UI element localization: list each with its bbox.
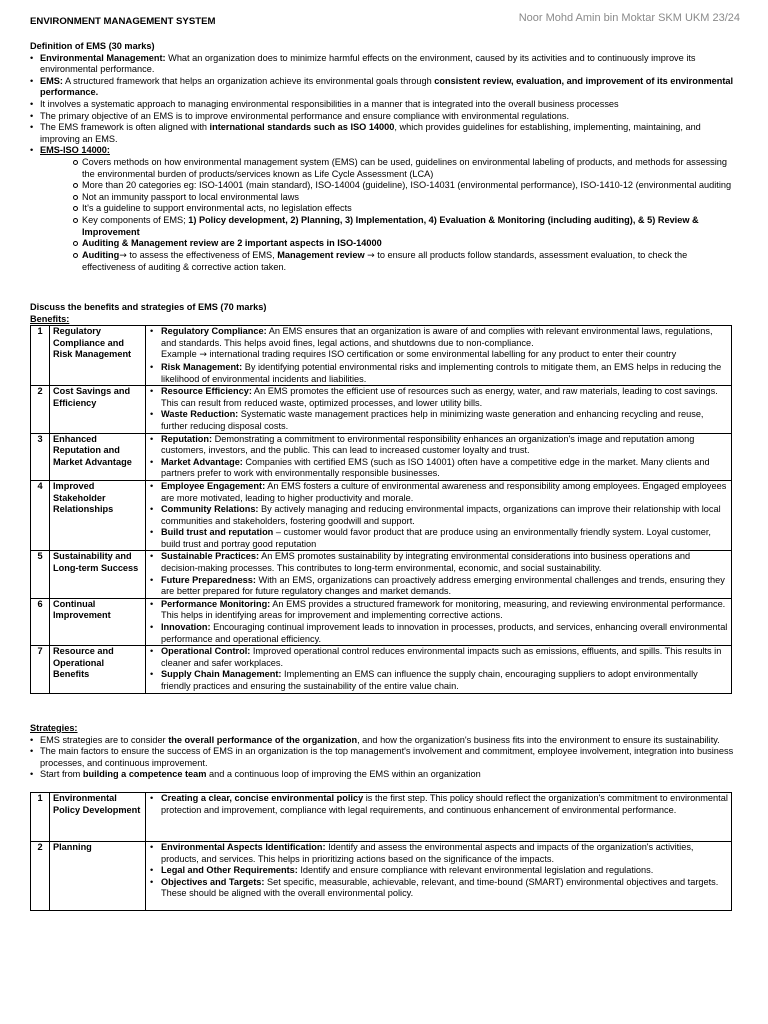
table-row (31, 386, 732, 433)
list-item: • Market Advantage: Companies with certified EMS (such as ISO 14001) often have a competitive edge in the market. Many clients and partners prefer to work with environmentally responsible businesses. (149, 457, 728, 480)
row-content (146, 386, 732, 433)
arrow-icon: → (367, 250, 375, 261)
list-item: • Regulatory Compliance: An EMS ensures that an organization is aware of and complies with relevant environmental laws, regulations, and standards. This helps avoid fines, legal actions, and shutdowns due to non-compliance. Example → international trading requires ISO certification or some environmental labelling for any product to enter their country (149, 326, 728, 362)
definition-section (30, 41, 740, 274)
row-number: 4 (31, 480, 50, 551)
list-item: • Community Relations: By actively managing and reducing environmental impacts, organizations can improve their relationship with local communities and stakeholders, fostering goodwill and support. (149, 504, 728, 527)
list-item: • Resource Efficiency: An EMS promotes the efficient use of resources such as energy, water, and raw materials, leading to cost savings. This can result from reduced waste, optimized processes, and lower utility bills. (149, 386, 728, 409)
row-number: 1 (31, 326, 50, 386)
definition-list (30, 53, 740, 274)
row-title: Continual Improvement (50, 598, 146, 645)
arrow-icon: → (199, 350, 207, 361)
iso-subitem: Key components of EMS; 1) Policy development, 2) Planning, 3) Implementation, 4) Evaluation & Monitoring (including auditing), & 5) Review & Improvement (72, 215, 740, 238)
row-title: Regulatory Compliance and Risk Management (50, 326, 146, 386)
list-item: • Legal and Other Requirements: Identify and ensure compliance with relevant environmental legislation and regulations. (149, 865, 728, 877)
list-item: • Employee Engagement: An EMS fosters a culture of environmental awareness and responsibility among employees. Engaged employees are more motivated, leading to higher productivity and morale. (149, 481, 728, 504)
row-content (146, 598, 732, 645)
row-title: Cost Savings and Efficiency (50, 386, 146, 433)
author-header: Noor Mohd Amin bin Moktar SKM UKM 23/24 (518, 12, 740, 24)
definition-item: • It involves a systematic approach to managing environmental responsibilities in a manner that is integrated into the overall business processes (30, 99, 740, 111)
list-item: • Objectives and Targets: Set specific, measurable, achievable, relevant, and time-bound (SMART) environmental objectives and targets. These should be aligned with the overall environmental policy. (149, 877, 728, 900)
strategy-item: • The main factors to ensure the success of EMS in an organization is the top management's involvement and commitment, employee involvement, integration into business processes, and continuous improvement. (30, 746, 740, 769)
list-item: • Future Preparedness: With an EMS, organizations can proactively address emerging environmental challenges and trends, ensuring they are better prepared for future regulatory changes and market demands. (149, 575, 728, 598)
row-content (146, 433, 732, 480)
list-item: • Creating a clear, concise environmental policy is the first step. This policy should reflect the organization's commitment to environmental protection and improvement, compliance with legal requirements, and continuous enhancement of environmental performance. (149, 793, 728, 816)
table-row (31, 326, 732, 386)
row-content (146, 551, 732, 598)
benefits-table (30, 325, 732, 693)
table-row (31, 598, 732, 645)
row-title: Environmental Policy Development (50, 792, 146, 841)
benefits-section (30, 302, 740, 694)
row-title: Sustainability and Long-term Success (50, 551, 146, 598)
row-content (146, 326, 732, 386)
table-row (31, 433, 732, 480)
table-row (31, 480, 732, 551)
iso-subitem: It's a guideline to support environmental acts, no legislation effects (72, 203, 740, 215)
list-item: • Risk Management: By identifying potential environmental risks and implementing controls to mitigate them, an EMS helps in reducing the likelihood of environmental incidents and liabilities. (149, 362, 728, 385)
list-item: • Sustainable Practices: An EMS promotes sustainability by integrating environmental considerations into business operations and decision-making processes. This contributes to long-term environmental, economic, and social sustainability. (149, 551, 728, 574)
row-content (146, 841, 732, 910)
benefits-subheading: Benefits: (30, 313, 70, 324)
table-row (31, 841, 732, 910)
list-item: • Performance Monitoring: An EMS provides a structured framework for monitoring, measuring, and reviewing environmental performance. This helps in identifying areas for improvement and implementing corrective actions. (149, 599, 728, 622)
iso-subitem: Auditing & Management review are 2 important aspects in ISO-14000 (72, 238, 740, 250)
definition-item: • Environmental Management: What an organization does to minimize harmful effects on the environment, caused by its activities and to continuously improve its environmental performance. (30, 53, 740, 76)
benefits-heading: Discuss the benefits and strategies of EMS (70 marks) (30, 302, 267, 312)
strategies-table (30, 792, 732, 911)
row-content (146, 480, 732, 551)
row-title: Planning (50, 841, 146, 910)
table-row (31, 792, 732, 841)
strategy-item: • Start from building a competence team and a continuous loop of improving the EMS within an organization (30, 769, 740, 781)
list-item: • Supply Chain Management: Implementing an EMS can influence the supply chain, encouraging suppliers to adopt environmentally friendly practices and ensuring the sustainability of the entire value chain. (149, 669, 728, 692)
definition-heading: Definition of EMS (30 marks) (30, 41, 155, 51)
row-number: 1 (31, 792, 50, 841)
definition-item: • The EMS framework is often aligned with international standards such as ISO 14000, which provides guidelines for establishing, implementing, maintaining, and improving an EMS. (30, 122, 740, 145)
strategies-heading: Strategies: (30, 723, 78, 733)
iso-subitem: Auditing→ to assess the effectiveness of EMS, Management review → to ensure all products follow standards, assessment evaluation, to check the effectiveness of auditing & corrective action taken. (72, 250, 740, 274)
iso-subitem: Covers methods on how environmental management system (EMS) can be used, guidelines on environmental labeling of products, and methods for assessing the environmental burden of products/services known as Life Cycle Assessment (LCA) (72, 157, 740, 180)
strategy-item: • EMS strategies are to consider the overall performance of the organization, and how the organization's business fits into the environment to ensure its sustainability. (30, 735, 740, 747)
row-number: 6 (31, 598, 50, 645)
list-item: • Environmental Aspects Identification: Identify and assess the environmental aspects and impacts of the organization's activities, products, and services. This helps in prioritizing actions based on the significance of the impacts. (149, 842, 728, 865)
row-content (146, 646, 732, 693)
row-title: Enhanced Reputation and Market Advantage (50, 433, 146, 480)
list-item: • Innovation: Encouraging continual improvement leads to innovation in processes, products, and services, enhancing overall environmental performance and operational efficiency. (149, 622, 728, 645)
arrow-icon: → (119, 250, 127, 261)
row-number: 2 (31, 841, 50, 910)
list-item: • Waste Reduction: Systematic waste management practices help in minimizing waste generation and enhancing recycling and reuse, further reducing disposal costs. (149, 409, 728, 432)
iso-subitem: Not an immunity passport to local environmental laws (72, 192, 740, 204)
strategies-section (30, 723, 740, 911)
row-number: 5 (31, 551, 50, 598)
row-number: 7 (31, 646, 50, 693)
definition-item: • EMS: A structured framework that helps an organization achieve its environmental goals through consistent review, evaluation, and improvement of its environmental performance. (30, 76, 740, 99)
row-title: Resource and Operational Benefits (50, 646, 146, 693)
row-content (146, 792, 732, 841)
iso-sublist (40, 157, 740, 274)
list-item: • Reputation: Demonstrating a commitment to environmental responsibility enhances an organization's image and reputation among customers, investors, and the public. This can lead to increased customer loyalty and trust. (149, 434, 728, 457)
definition-item: • The primary objective of an EMS is to improve environmental performance and ensure compliance with environmental regulations. (30, 111, 740, 123)
table-row (31, 551, 732, 598)
row-number: 2 (31, 386, 50, 433)
iso-item (30, 145, 740, 274)
document-title: ENVIRONMENT MANAGEMENT SYSTEM (30, 16, 216, 27)
row-number: 3 (31, 433, 50, 480)
iso-heading: EMS-ISO 14000: (40, 145, 110, 156)
iso-subitem: More than 20 categories eg: ISO-14001 (main standard), ISO-14004 (guideline), ISO-14031 (environmental performance), ISO-1410-12 (environmental auditing (72, 180, 740, 192)
strategies-list (30, 735, 740, 781)
list-item: • Operational Control: Improved operational control reduces environmental impacts such as emissions, effluents, and spills. This results in cleaner and safer workplaces. (149, 646, 728, 669)
row-title: Improved Stakeholder Relationships (50, 480, 146, 551)
table-row (31, 646, 732, 693)
list-item: • Build trust and reputation – customer would favor product that are produce using an environmentally friendly system. Loyal customer, build trust and portray good reputation (149, 527, 728, 550)
